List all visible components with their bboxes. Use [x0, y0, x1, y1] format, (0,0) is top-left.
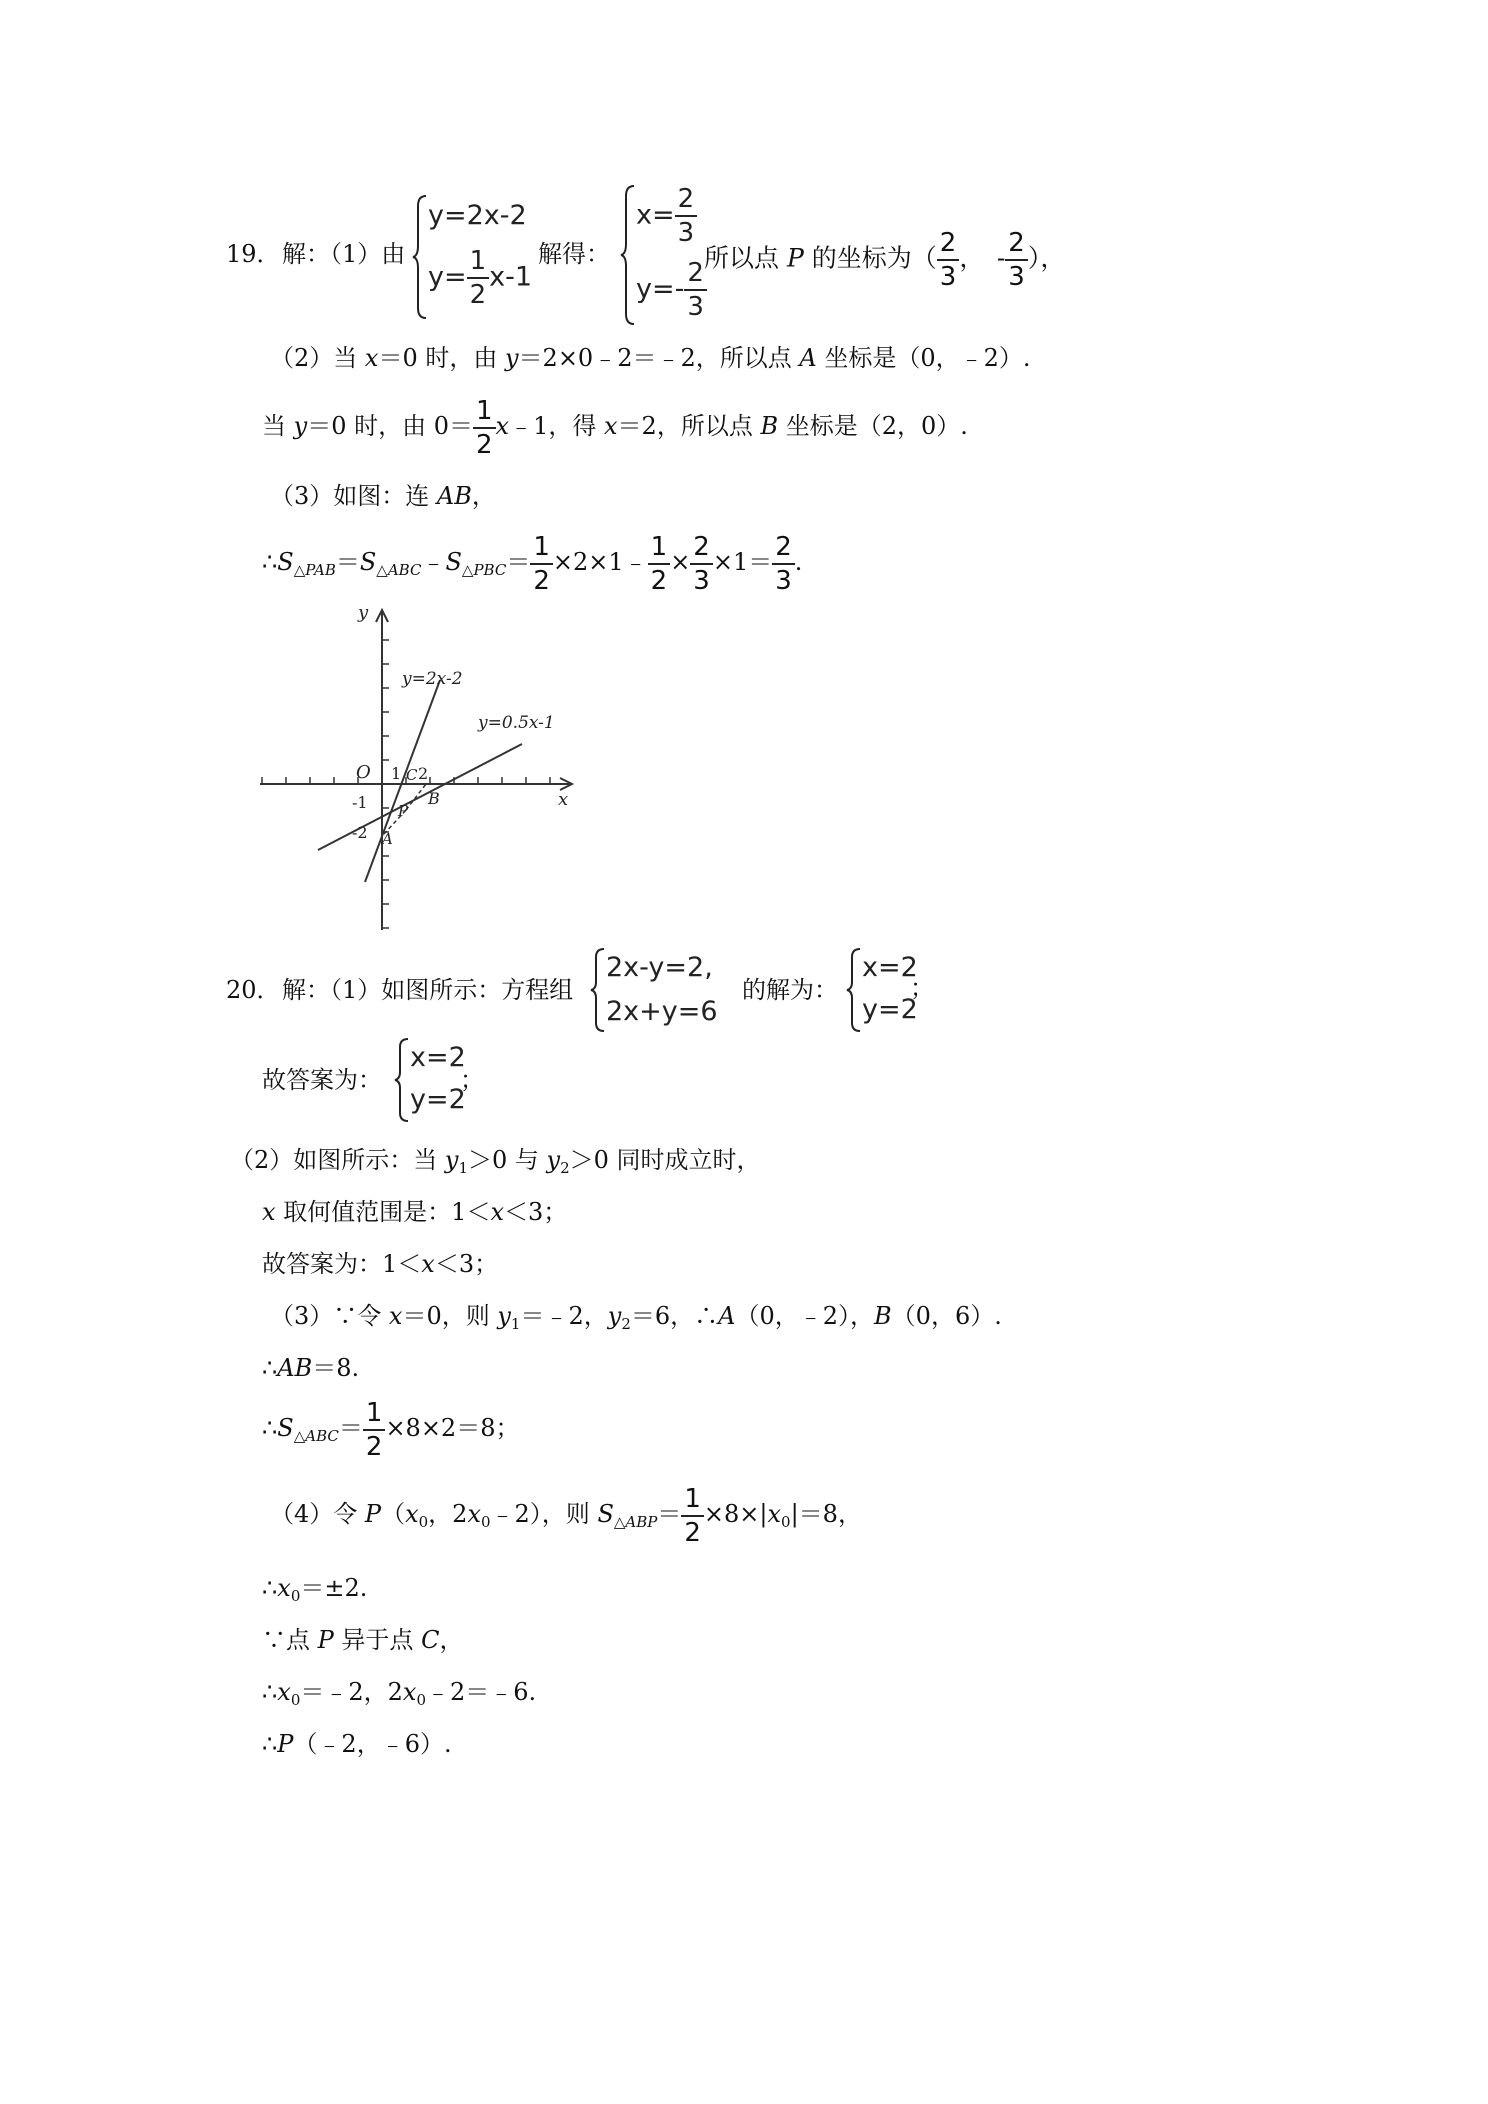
subscript: 1: [458, 1159, 469, 1177]
q20-part2-line3: [262, 1252, 498, 1276]
fraction: [363, 1397, 386, 1462]
text-run: （2）如图所示：当: [230, 1146, 445, 1174]
text-run: x: [767, 1500, 782, 1528]
text-run: x: [402, 1678, 417, 1706]
fraction: [675, 186, 698, 246]
text-run: ×8×2＝8；: [385, 1414, 520, 1442]
q19-area-equation: [262, 532, 802, 594]
text-run: ＝0 时，由 0＝: [307, 412, 473, 440]
text: [496, 412, 968, 440]
text-run: （3）∵令: [270, 1302, 389, 1330]
q20-semicolon: ；: [910, 974, 934, 1002]
q20-part4-line5: [262, 1732, 452, 1756]
text: 的坐标为（: [811, 243, 937, 273]
text-run: C: [421, 1626, 440, 1654]
subscript: 2: [560, 1159, 570, 1177]
text-run: ﹣2），则: [490, 1500, 598, 1528]
text-run: ＜3；: [434, 1250, 499, 1278]
text: ×: [670, 548, 691, 576]
text: ），: [1027, 243, 1066, 273]
q19-solution-y: [636, 260, 707, 320]
fraction: [937, 230, 960, 290]
text-run: （0，6）.: [891, 1302, 1002, 1330]
q20-part3-line1: [270, 1302, 1002, 1333]
text-run: （4）令: [270, 1500, 365, 1528]
fraction-numerator: 2: [1008, 228, 1025, 258]
fraction-denominator: 3: [1005, 259, 1028, 290]
subscript: △ABP: [613, 1513, 658, 1531]
text-run: ＝2×0﹣2＝﹣2，所以点: [518, 344, 800, 372]
text-run: （﹣2，﹣6）.: [293, 1730, 452, 1758]
text-run: y: [497, 1302, 511, 1330]
fraction: [530, 531, 553, 596]
q20-answer-y: y=2: [410, 1084, 466, 1115]
text-run: P: [317, 1626, 334, 1654]
text: ×1＝: [712, 548, 773, 576]
point-label-c: C: [406, 766, 418, 784]
coordinate-graph: [250, 600, 590, 940]
text: ＝: [506, 548, 531, 576]
text-run: x: [495, 412, 510, 440]
text: [385, 1414, 519, 1442]
q19-sys-row1: y=2x-2: [428, 200, 527, 231]
var-s: S: [277, 548, 294, 576]
text-run: ∴: [262, 1414, 278, 1442]
q19-point-p-coordinates: [704, 230, 1065, 290]
fraction-denominator: 3: [675, 215, 698, 246]
text: .: [794, 548, 803, 576]
text: ＝: [335, 548, 360, 576]
fraction-numerator: 2: [939, 228, 957, 258]
q19-jiede: 解得：: [538, 240, 610, 268]
text-run: ∴: [262, 1678, 278, 1706]
fraction: [467, 248, 490, 308]
fraction: [1005, 230, 1028, 290]
q20-answer-semicolon: ；: [460, 1066, 484, 1094]
text-run: 故答案为：1＜: [262, 1250, 422, 1278]
q20-part4-line4: [262, 1678, 537, 1709]
text-run: 取何值范围是：1＜: [275, 1198, 491, 1226]
text-run: ＜3；: [504, 1198, 568, 1226]
text-run: ＝2，所以点: [617, 412, 761, 440]
text: ， -: [959, 243, 1006, 273]
text: ﹣: [421, 548, 446, 576]
text-run: ＝0，则: [402, 1302, 498, 1330]
subscript: △PAB: [293, 561, 336, 579]
text-run: ＝﹣2，2: [300, 1678, 403, 1706]
line-y-2x-2: [365, 680, 440, 882]
q20-part4-line2: [262, 1574, 368, 1605]
var-p: P: [786, 243, 804, 273]
text-run: x: [467, 1500, 481, 1528]
text-run: ×8×|: [703, 1500, 768, 1528]
text-run: ，2: [428, 1500, 468, 1528]
fraction-denominator: 3: [684, 289, 707, 320]
q19-part2-line2: [262, 396, 968, 458]
text-run: B: [874, 1302, 892, 1330]
fraction-denominator: 3: [937, 259, 960, 290]
text-run: x: [388, 1302, 403, 1330]
text-run: ＝: [657, 1500, 682, 1528]
fraction-denominator: 2: [681, 1515, 704, 1546]
line-label-2x-2: y=2x-2: [402, 669, 463, 689]
subscript: 0: [480, 1513, 491, 1531]
subscript: 0: [781, 1513, 791, 1531]
point-label-a: A: [382, 830, 393, 848]
segment-pb: [406, 784, 426, 810]
text-run: A: [718, 1302, 736, 1330]
q20-answer-x: x=2: [410, 1042, 466, 1073]
text-run: x: [364, 344, 379, 372]
line-y-0.5x-1: [318, 744, 522, 850]
text-run: x: [421, 1250, 435, 1278]
q19-sys-row2-suffix: x-1: [489, 261, 533, 293]
text-run: P: [364, 1500, 382, 1528]
q20-jie: 的解为：: [742, 976, 838, 1004]
text-run: |＝8，: [790, 1500, 862, 1528]
point-label-b: B: [428, 789, 440, 808]
fraction-numerator: 1: [365, 1397, 383, 1428]
axis-label-y: y: [358, 602, 369, 623]
subscript: △PBC: [461, 561, 507, 579]
text-run: A: [799, 344, 817, 372]
text-run: AB: [436, 482, 472, 510]
q20-part4-line3: [262, 1628, 463, 1652]
fraction-denominator: 3: [690, 563, 713, 594]
text-run: x: [604, 412, 618, 440]
text-run: S: [597, 1500, 614, 1528]
subscript: 0: [290, 1691, 301, 1709]
q19-intro: 解：（1）由: [282, 240, 406, 268]
text-run: （2）当: [270, 344, 365, 372]
subscript: 0: [290, 1587, 301, 1605]
text-run: x: [405, 1500, 419, 1528]
text: ×2×1﹣: [552, 548, 648, 576]
fraction: [473, 395, 496, 460]
tick-label-1: 1: [391, 764, 402, 783]
text-run: B: [760, 412, 779, 440]
text-run: （0，﹣2），: [735, 1302, 875, 1330]
text-run: AB: [277, 1354, 313, 1382]
text-run: y: [504, 344, 519, 372]
subscript: △ABC: [376, 561, 422, 579]
text-run: （3）如图：连: [270, 482, 437, 510]
q19-sys-row2-prefix: y=: [428, 261, 467, 293]
q19-solution-x-prefix: x=: [636, 199, 675, 231]
fraction-numerator: 1: [650, 531, 668, 562]
tick-label-2: 2: [418, 764, 429, 783]
q19-sys-row2: [428, 248, 532, 308]
text-run: ＝8.: [312, 1354, 360, 1382]
q20-solution-x: x=2: [862, 952, 918, 983]
q19-part2-line1: [270, 346, 1031, 370]
fraction-numerator: 1: [476, 395, 493, 426]
subscript: △ABC: [293, 1427, 339, 1445]
text-run: x: [490, 1198, 504, 1226]
q20-solution-y: y=2: [862, 994, 918, 1025]
fraction-numerator: 1: [684, 1483, 701, 1514]
text-run: 当: [262, 412, 294, 440]
tick-label-neg1: -1: [352, 793, 368, 812]
var-s: S: [359, 548, 377, 576]
text-run: y: [546, 1146, 561, 1174]
q20-part3-line2: [262, 1356, 359, 1380]
text-run: ﹣1，得: [509, 412, 604, 440]
q20-equation-system: [590, 946, 730, 1034]
q19-solution-y-prefix: y=-: [636, 273, 685, 305]
fraction-denominator: 2: [467, 277, 490, 308]
q20-part2-line1: [230, 1146, 761, 1177]
axis-label-x: x: [558, 789, 569, 810]
text-run: 异于点: [333, 1626, 422, 1654]
fraction: [681, 1483, 704, 1548]
text-run: y: [444, 1146, 459, 1174]
text-run: ＝: [338, 1414, 363, 1442]
text-run: ∴: [262, 1574, 278, 1602]
q20-part4-line1: [270, 1484, 862, 1546]
fraction-numerator: 2: [677, 184, 695, 214]
subscript: 2: [621, 1315, 631, 1333]
fraction-denominator: 2: [473, 427, 496, 458]
q19-part3-line1: [270, 484, 496, 508]
fraction: [772, 531, 795, 596]
text-run: x: [262, 1198, 276, 1226]
fraction-numerator: 1: [533, 531, 550, 562]
text: [703, 1500, 862, 1531]
fraction: [648, 531, 671, 596]
text-run: 坐标是（0，﹣2）.: [816, 344, 1031, 372]
text-run: ，: [439, 1626, 464, 1654]
fraction-numerator: 1: [469, 246, 487, 276]
text: [262, 412, 473, 440]
text-run: ＝﹣2，: [520, 1302, 608, 1330]
subscript: 0: [418, 1513, 429, 1531]
text-run: y: [293, 412, 308, 440]
text-run: P: [277, 1730, 294, 1758]
text-run: ∴: [262, 1730, 278, 1758]
q19-solution-x: [636, 186, 697, 246]
text-run: （: [381, 1500, 406, 1528]
q20-intro: 解：（1）如图所示：方程组: [282, 976, 574, 1004]
text-run: x: [277, 1574, 291, 1602]
subscript: 0: [416, 1691, 427, 1709]
text-run: 坐标是（2，0）.: [778, 412, 968, 440]
origin-label: O: [356, 762, 371, 783]
text-run: x: [277, 1678, 291, 1706]
q20-sys-row2: 2x+y=6: [606, 996, 718, 1027]
q20-part3-line3: [262, 1398, 519, 1460]
point-label-p: P: [398, 802, 409, 820]
fraction-denominator: 2: [530, 563, 553, 594]
text: 所以点: [704, 243, 780, 273]
text-run: ﹣2＝﹣6.: [426, 1678, 537, 1706]
subscript: 1: [510, 1315, 521, 1333]
fraction-numerator: 2: [693, 531, 710, 562]
q19-number: 19．: [226, 240, 281, 268]
therefore-symbol: ∴: [262, 548, 278, 576]
q20-sys-row1: 2x-y=2,: [606, 952, 713, 983]
text-run: ∴: [262, 1354, 278, 1382]
fraction-denominator: 2: [648, 563, 671, 594]
q20-number: 20．: [226, 976, 281, 1004]
text-run: ＞0 同时成立时，: [569, 1146, 761, 1174]
text-run: ＝±2.: [300, 1574, 368, 1602]
text-run: y: [607, 1302, 622, 1330]
text: [262, 1414, 363, 1445]
text-run: S: [277, 1414, 294, 1442]
fraction-denominator: 3: [772, 563, 795, 594]
q20-answer-label: 故答案为：: [262, 1066, 382, 1094]
fraction-numerator: 2: [687, 258, 704, 288]
line-label-0.5x-1: y=0.5x-1: [478, 713, 555, 733]
fraction-numerator: 2: [775, 531, 792, 562]
text-run: ，: [471, 482, 496, 510]
fraction-denominator: 2: [363, 1429, 386, 1460]
text-run: ＝6，∴: [630, 1302, 719, 1330]
q20-part2-line2: [262, 1200, 567, 1224]
fraction: [690, 531, 713, 596]
var-s: S: [445, 548, 462, 576]
text-run: ∵点: [262, 1626, 318, 1654]
text-run: ＝0 时，由: [378, 344, 505, 372]
text-run: ＞0 与: [468, 1146, 547, 1174]
text: [270, 1500, 682, 1531]
tick-label-neg2: -2: [352, 823, 368, 842]
